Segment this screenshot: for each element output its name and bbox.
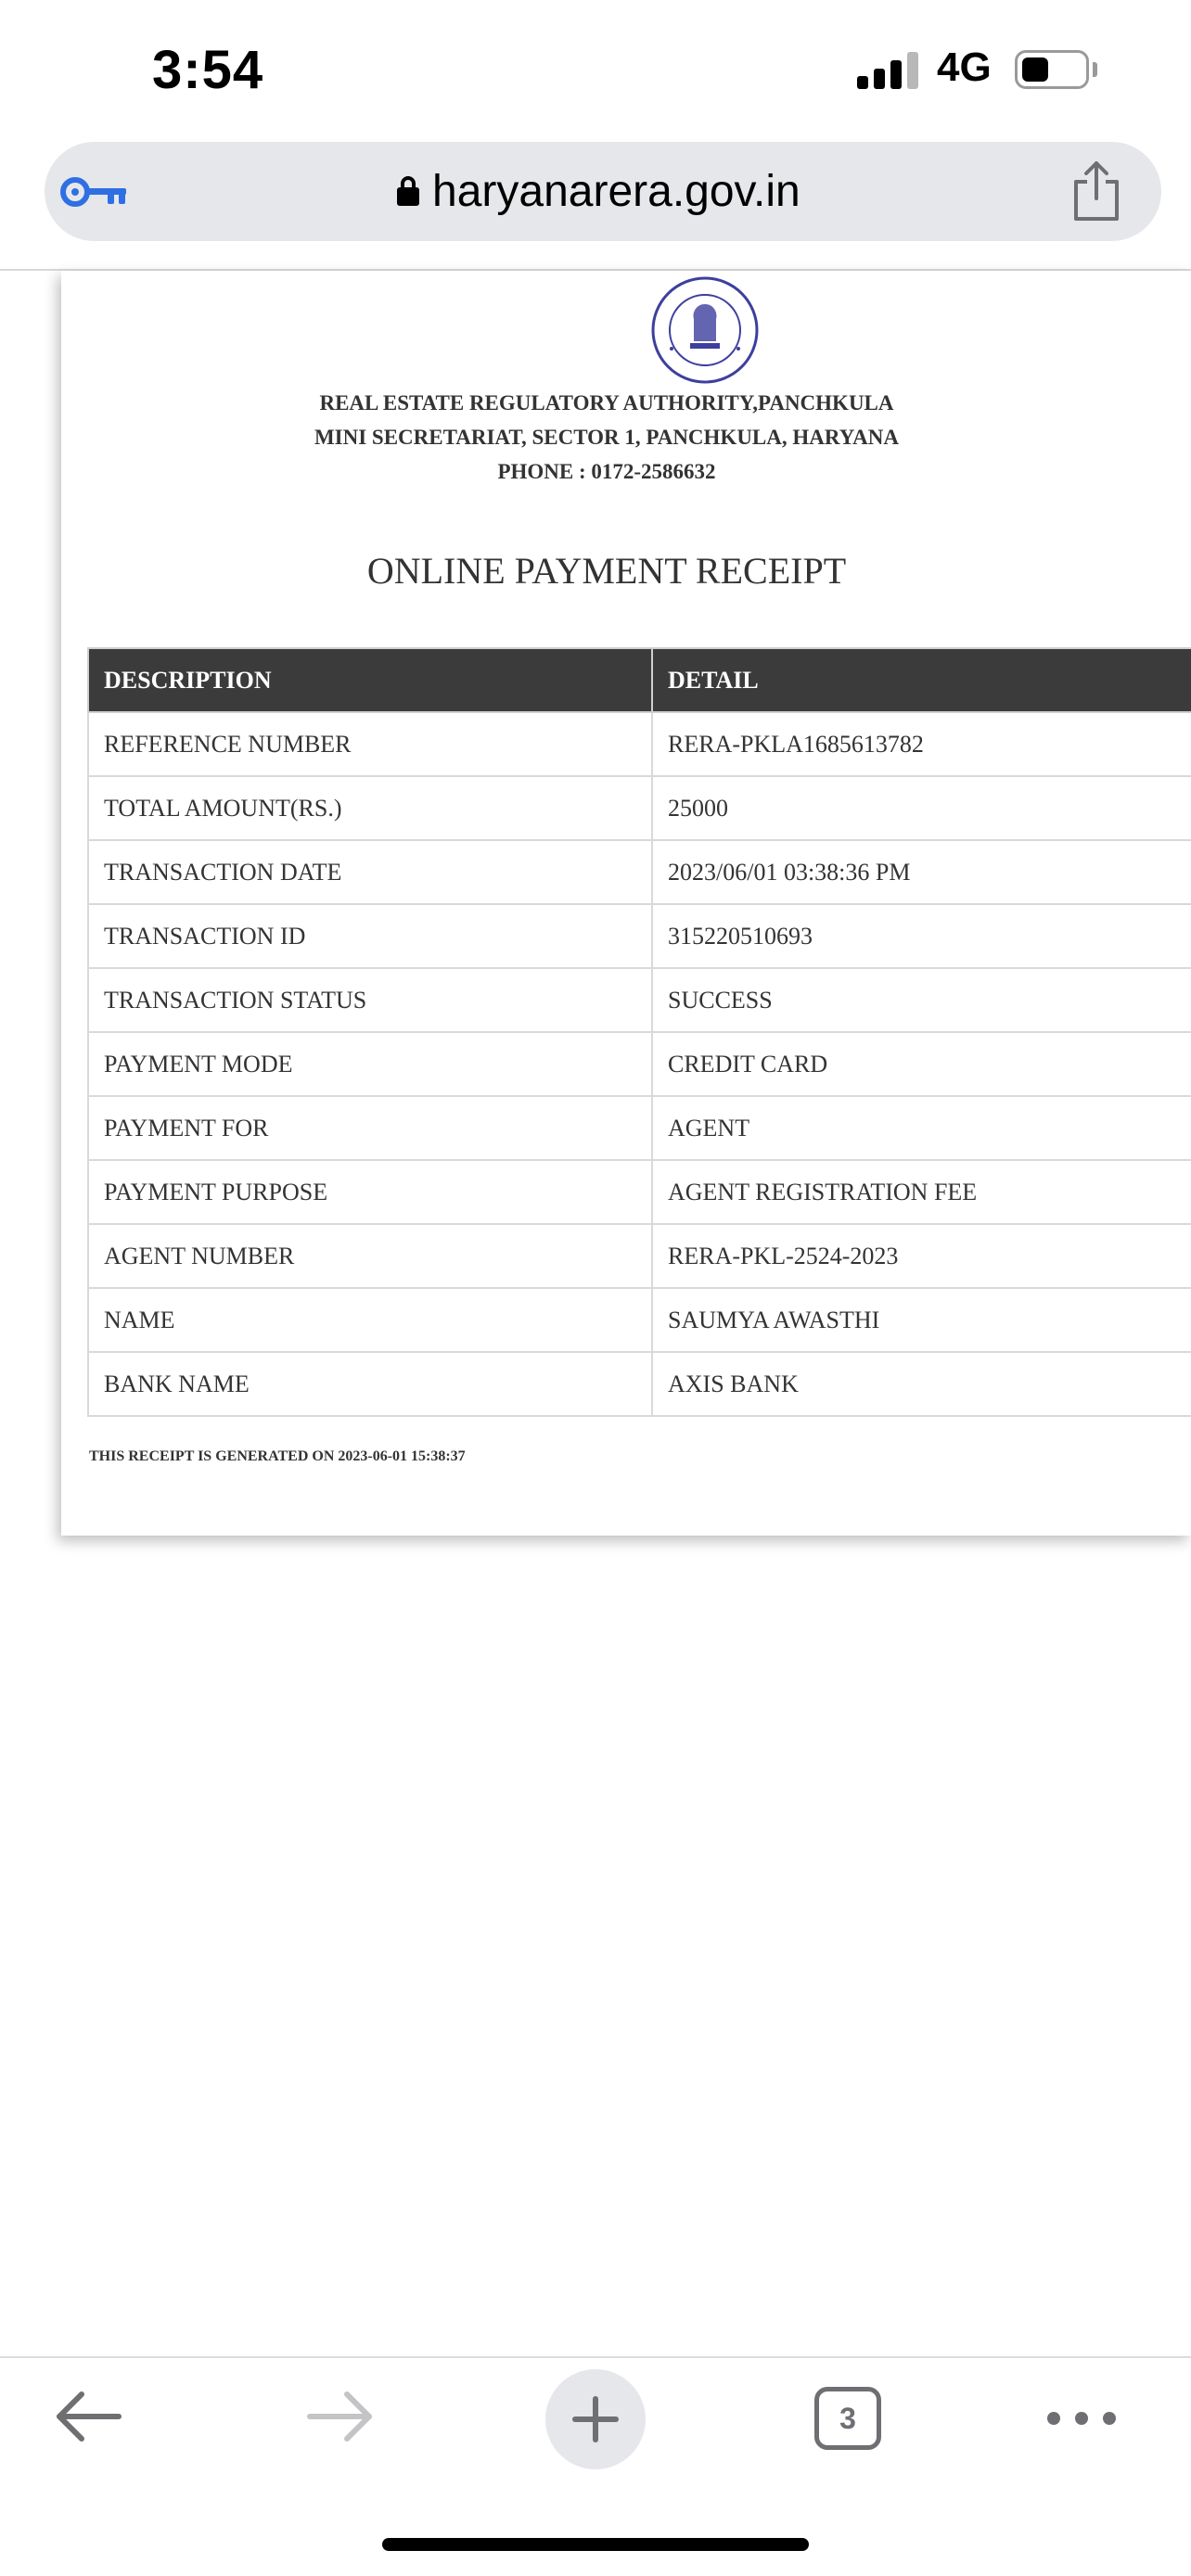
row-label: TRANSACTION ID [88,904,652,968]
org-name: REAL ESTATE REGULATORY AUTHORITY,PANCHKULA [319,391,894,414]
table-row [88,840,1191,904]
plus-icon [571,2395,620,2443]
row-value: 2023/06/01 03:38:36 PM [652,840,1191,904]
table-header-row [88,648,1191,712]
receipt-page [61,271,1191,1536]
signal-icon [857,52,918,89]
row-label: PAYMENT FOR [88,1096,652,1160]
battery-tip [1093,62,1097,77]
column-header-detail: DETAIL [652,648,1191,712]
tab-count: 3 [839,2401,856,2435]
network-type: 4G [937,45,992,90]
row-label: TRANSACTION DATE [88,840,652,904]
row-value: SAUMYA AWASTHI [652,1288,1191,1352]
row-value: 315220510693 [652,904,1191,968]
url-text: haryanarera.gov.in [432,166,800,216]
row-label: NAME [88,1288,652,1352]
status-time: 3:54 [152,40,264,100]
row-value: AXIS BANK [652,1352,1191,1416]
row-value: CREDIT CARD [652,1032,1191,1096]
row-value: RERA-PKL-2524-2023 [652,1224,1191,1288]
row-label: PAYMENT MODE [88,1032,652,1096]
table-row [88,1096,1191,1160]
back-arrow-icon[interactable] [52,2389,126,2444]
table-row [88,776,1191,840]
tabs-button[interactable] [814,2387,881,2450]
table-row [88,968,1191,1032]
table-row [88,1288,1191,1352]
row-value: RERA-PKLA1685613782 [652,712,1191,776]
lock-icon [397,176,419,206]
table-row [88,712,1191,776]
org-phone: PHONE : 0172-2586632 [497,460,716,483]
row-value: AGENT [652,1096,1191,1160]
rera-seal-icon [651,276,759,384]
share-icon[interactable] [1070,159,1122,223]
row-label: TRANSACTION STATUS [88,968,652,1032]
row-label: REFERENCE NUMBER [88,712,652,776]
receipt-title: ONLINE PAYMENT RECEIPT [366,550,847,592]
row-label: TOTAL AMOUNT(RS.) [88,776,652,840]
key-icon[interactable] [59,176,128,208]
row-label: PAYMENT PURPOSE [88,1160,652,1224]
table-row [88,1160,1191,1224]
url-display[interactable] [397,163,800,219]
table-row [88,1032,1191,1096]
home-indicator[interactable] [382,2538,809,2551]
row-value: SUCCESS [652,968,1191,1032]
row-value: AGENT REGISTRATION FEE [652,1160,1191,1224]
more-icon[interactable] [1044,2402,1119,2435]
battery-icon [1015,50,1089,89]
status-bar [0,0,1191,139]
table-row [88,1224,1191,1288]
column-header-description: DESCRIPTION [88,648,652,712]
generated-note: THIS RECEIPT IS GENERATED ON 2023-06-01 15:38:37 [89,1448,466,1464]
row-value: 25000 [652,776,1191,840]
org-address: MINI SECRETARIAT, SECTOR 1, PANCHKULA, HARYANA [314,426,900,449]
forward-arrow-icon[interactable] [302,2389,377,2444]
receipt-table [87,647,1191,1417]
new-tab-button[interactable] [545,2369,646,2469]
toolbar-divider [0,2356,1191,2358]
row-label: AGENT NUMBER [88,1224,652,1288]
table-row [88,904,1191,968]
row-label: BANK NAME [88,1352,652,1416]
table-row [88,1352,1191,1416]
